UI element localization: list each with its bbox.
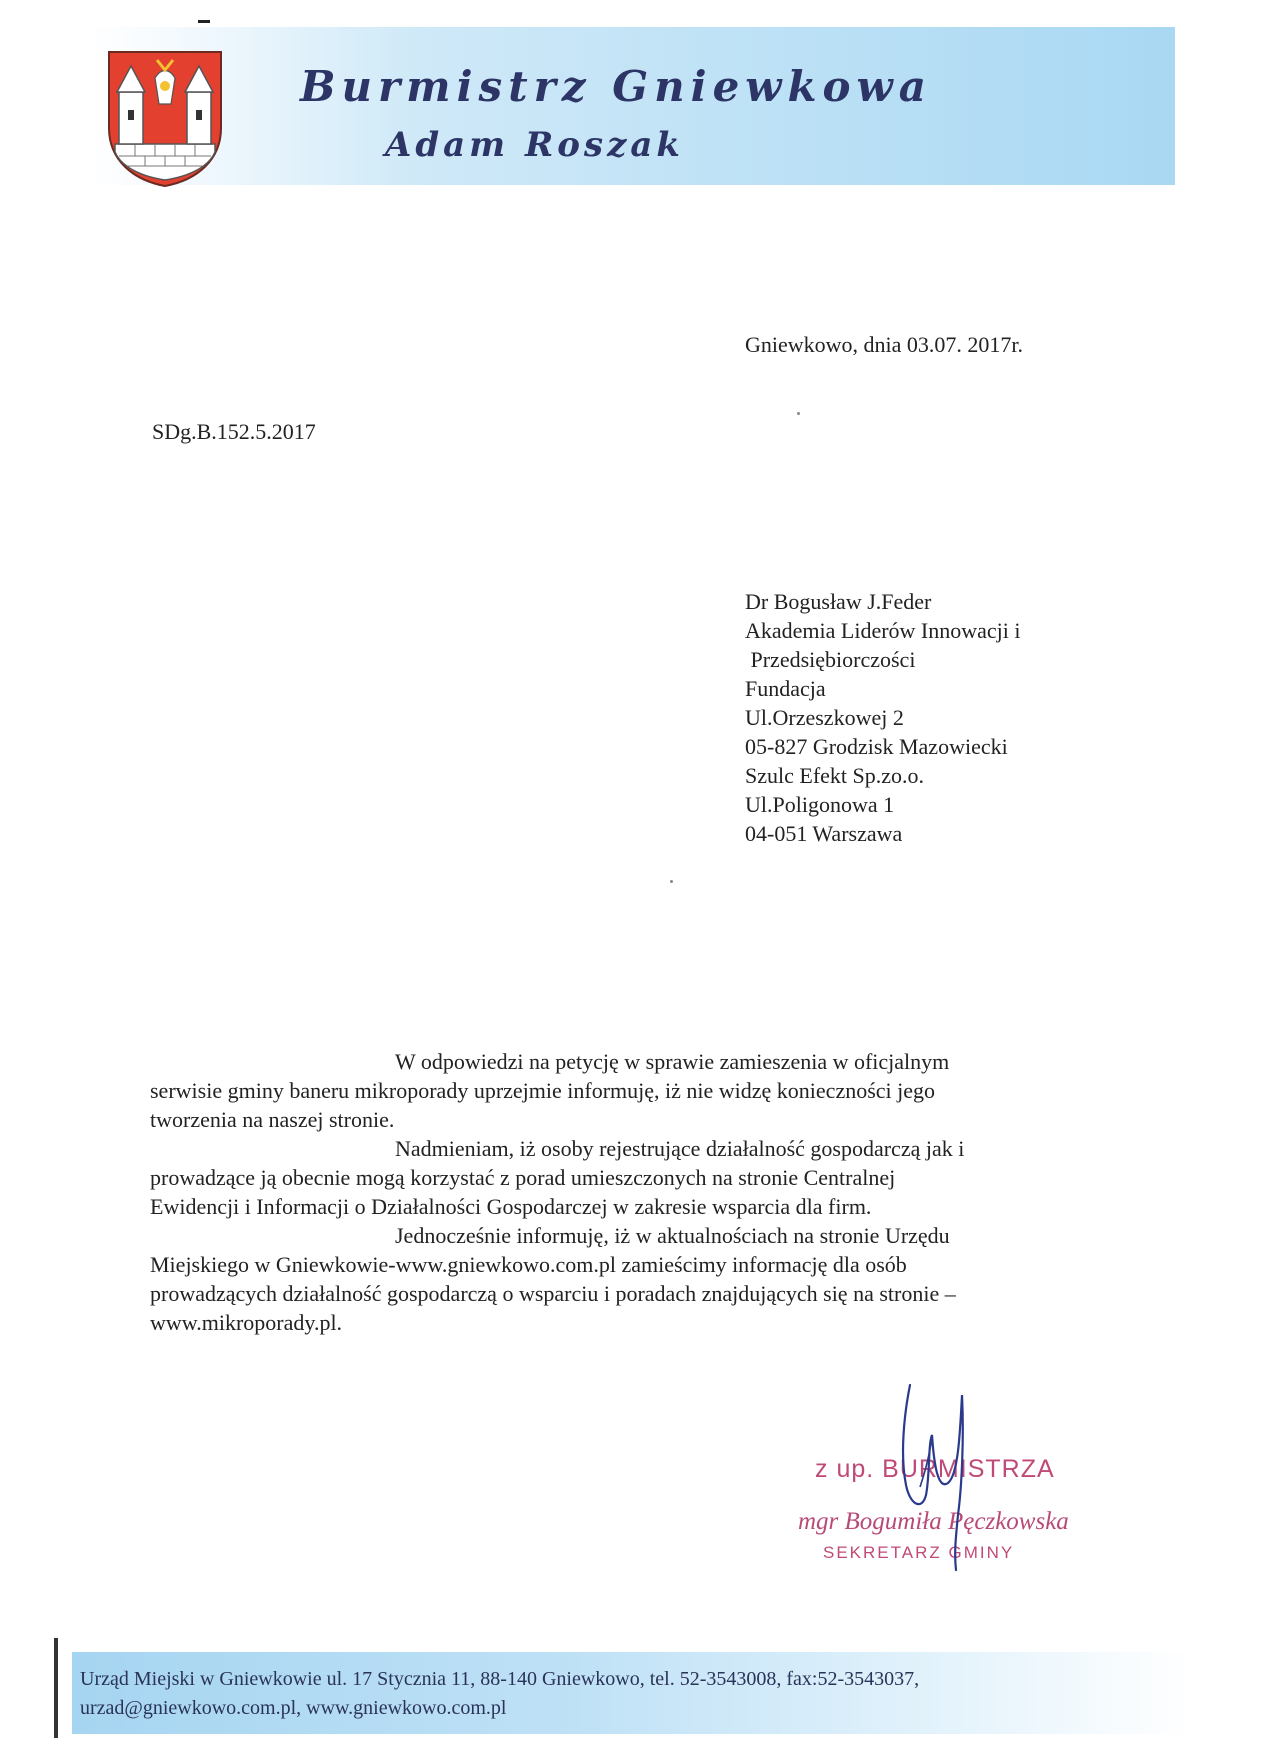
footer-left-bar [54, 1638, 58, 1738]
letterhead-title: Burmistrz Gniewkowa [300, 62, 932, 111]
body-line: prowadzących działalność gospodarczą o wsparciu i poradach znajdujących się na stronie – [150, 1281, 956, 1306]
body-line: www.mikroporady.pl. [150, 1310, 343, 1335]
addressee-line: Akademia Liderów Innowacji i [745, 618, 1021, 643]
scan-speck [797, 412, 800, 415]
scan-mark [198, 20, 210, 23]
stamp-line-3: SEKRETARZ GMINY [823, 1543, 1015, 1562]
body-line: prowadzące ją obecnie mogą korzystać z porad umieszczonych na stronie Centralnej [150, 1165, 896, 1190]
body-line: Ewidencji i Informacji o Działalności Gospodarczej w zakresie wsparcia dla firm. [150, 1194, 872, 1219]
footer-address: Urząd Miejski w Gniewkowie ul. 17 Stycznia 11, 88-140 Gniewkowo, tel. 52-3543008, fax:52-3543037, [80, 1668, 920, 1690]
body-line: Jednocześnie informuję, iż w aktualnościach na stronie Urzędu [395, 1223, 950, 1248]
body-line: tworzenia na naszej stronie. [150, 1107, 395, 1132]
body-line: Miejskiego w Gniewkowie-www.gniewkowo.com.pl zamieścimy informację dla osób [150, 1252, 907, 1277]
addressee-line: 04-051 Warszawa [745, 821, 903, 846]
addressee-line: 05-827 Grodzisk Mazowiecki [745, 734, 1008, 759]
scan-speck [670, 880, 673, 883]
addressee-line: Przedsiębiorczości [745, 647, 916, 672]
addressee-line: Szulc Efekt Sp.zo.o. [745, 763, 925, 788]
handwritten-signature [870, 1375, 990, 1575]
addressee-line: Dr Bogusław J.Feder [745, 589, 932, 614]
letterhead-name: Adam Roszak [385, 125, 684, 165]
coat-of-arms-icon [105, 48, 225, 188]
stamp-line-2: mgr Bogumiła Pęczkowska [798, 1508, 1069, 1535]
stamp-line-1: z up. BURMISTRZA [815, 1455, 1055, 1483]
addressee-line: Ul.Orzeszkowej 2 [745, 705, 904, 730]
addressee-line: Fundacja [745, 676, 826, 701]
letter-body [150, 1047, 1090, 1337]
body-line: W odpowiedzi na petycję w sprawie zamieszenia w oficjalnym [395, 1049, 950, 1074]
addressee-block [745, 587, 1021, 848]
body-line: Nadmieniam, iż osoby rejestrujące działalność gospodarczą jak i [395, 1136, 965, 1161]
date-line: Gniewkowo, dnia 03.07. 2017r. [745, 332, 1024, 357]
addressee-line: Ul.Poligonowa 1 [745, 792, 895, 817]
footer-contact: urzad@gniewkowo.com.pl, www.gniewkowo.com.pl [80, 1697, 507, 1719]
reference-number: SDg.B.152.5.2017 [152, 419, 316, 444]
body-line: serwisie gminy baneru mikroporady uprzejmie informuję, iż nie widzę konieczności jego [150, 1078, 936, 1103]
